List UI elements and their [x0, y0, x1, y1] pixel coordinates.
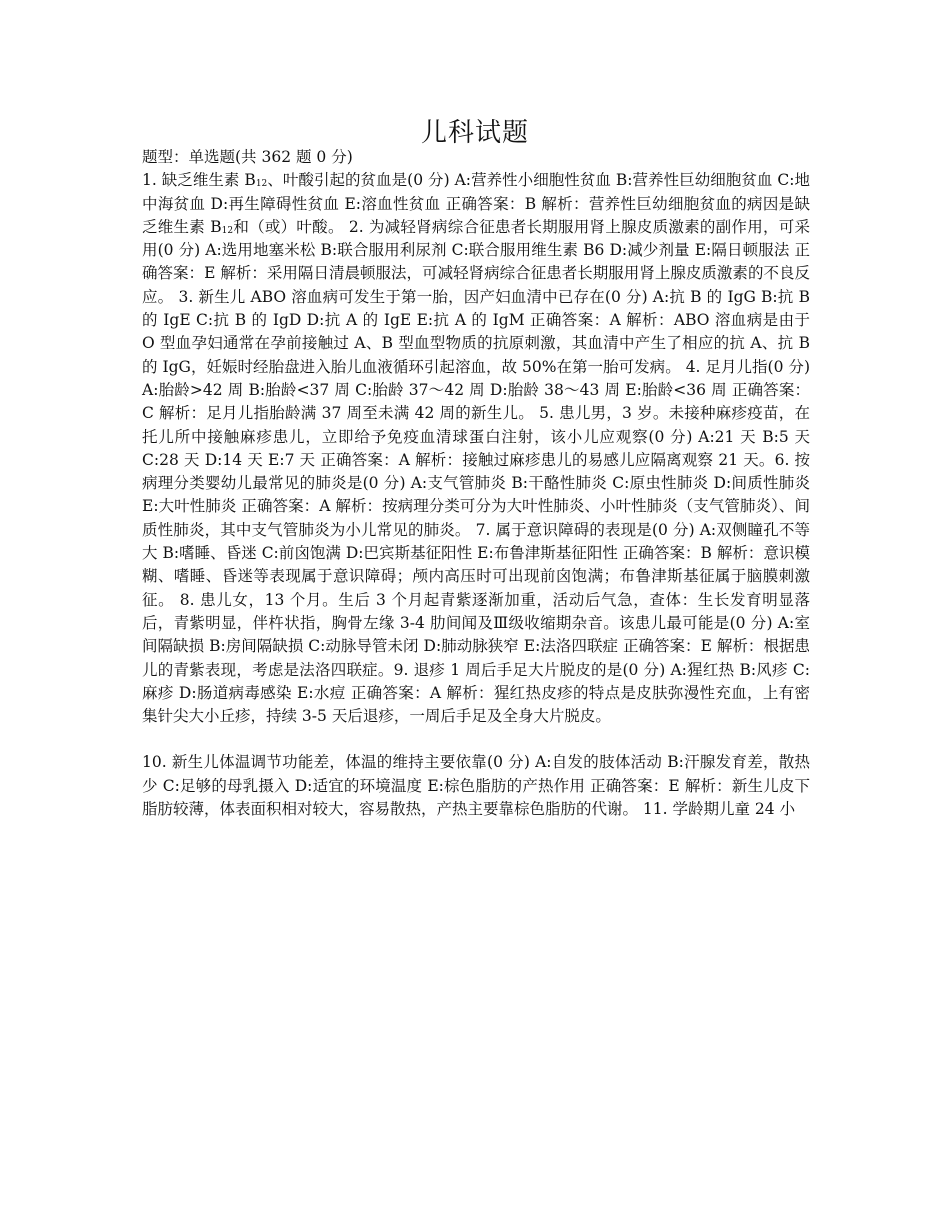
text-run: 1. 缺乏维生素 B — [142, 171, 256, 190]
questions-paragraph-2: 10. 新生儿体温调节功能差，体温的维持主要依靠(0 分) A:自发的肢体活动 B:汗腺发育差，散热少 C:足够的母乳摄入 D:适宜的环境温度 E:棕色脂肪的产热作用 正确答案：E 解析：新生儿皮下脂肪较薄，体表面积相对较大，容易散热，产热主要靠棕色脂肪的代谢。 11. 学龄期儿童 24 小 — [142, 753, 810, 819]
subscript: 12 — [221, 225, 234, 236]
questions-paragraph-1 — [142, 169, 810, 728]
document-body — [142, 146, 810, 821]
text-run: 和（或）叶酸。 2. 为减轻肾病综合征患者长期服用肾上腺皮质激素的副作用，可采用(0 分) A:选用地塞米松 B:联合服用利尿剂 C:联合服用维生素 B6 D:减少剂量 E:隔日顿服法 正确答案：E 解析：采用隔日清晨顿服法，可减轻肾病综合征患者长期服用肾上腺皮质激素的不良反应。 3. 新生儿 ABO 溶血病可发生于第一胎，因产妇血清中已存在(0 分) A:抗 B 的 IgG B:抗 B 的 IgE C:抗 B 的 IgD D:抗 A 的 IgE E:抗 A 的 IgM 正确答案：A 解析：ABO 溶血病是由于 O 型血孕妇通常在孕前接触过 A、B 型血型物质的抗原刺激，其血清中产生了相应的抗 A、抗 B 的 IgG，妊娠时经胎盘进入胎儿血液循环引起溶血，故 50%在第一胎可发病。 4. 足月儿指(0 分) A:胎龄>42 周 B:胎龄<37 周 C:胎龄 37～42 周 D:胎龄 38～43 周 E:胎龄<36 周 正确答案：C 解析：足月儿指胎龄满 37 周至未满 42 周的新生儿。 5. 患儿男，3 岁。未接种麻疹疫苗，在托儿所中接触麻疹患儿，立即给予免疫血清球蛋白注射，该小儿应观察(0 分) A:21 天 B:5 天 C:28 天 D:14 天 E:7 天 正确答案：A 解析：接触过麻疹患儿的易感儿应隔离观察 21 天。6. 按病理分类婴幼儿最常见的肺炎是(0 分) A:支气管肺炎 B:干酪性肺炎 C:原虫性肺炎 D:间质性肺炎 E:大叶性肺炎 正确答案：A 解析：按病理分类可分为大叶性肺炎、小叶性肺炎（支气管肺炎）、间质性肺炎，其中支气管肺炎为小儿常见的肺炎。 7. 属于意识障碍的表现是(0 分) A:双侧瞳孔不等大 B:嗜睡、昏迷 C:前囟饱满 D:巴宾斯基征阳性 E:布鲁津斯基征阳性 正确答案：B 解析：意识模糊、嗜睡、昏迷等表现属于意识障碍；颅内高压时可出现前囟饱满；布鲁津斯基征属于脑膜刺激征。 8. 患儿女，13 个月。生后 3 个月起青紫逐渐加重，活动后气急，查体：生长发育明显落后，青紫明显，伴杵状指，胸骨左缘 3-4 肋间闻及Ⅲ级收缩期杂音。该患儿最可能是(0 分) A:室间隔缺损 B:房间隔缺损 C:动脉导管未闭 D:肺动脉狭窄 E:法洛四联症 正确答案：E 解析：根据患儿的青紫表现，考虑是法洛四联症。9. 退疹 1 周后手足大片脱皮的是(0 分) A:猩红热 B:风疹 C:麻疹 D:肠道病毒感染 E:水痘 正确答案：A 解析：猩红热皮疹的特点是皮肤弥漫性充血，上有密集针尖大小丘疹，持续 3-5 天后退疹，一周后手足及全身大片脱皮。 — [142, 217, 810, 726]
subscript: 12 — [255, 179, 268, 190]
document-title: 儿科试题 — [420, 118, 529, 148]
question-type-line: 题型：单选题(共 362 题 0 分) — [142, 148, 353, 166]
text-run: 、叶酸引起的贫血是(0 分) A:营养性小细胞性贫血 B:营养性巨幼细胞贫血 C:地中海贫血 D:再生障碍性贫血 E:溶血性贫血 正确答案：B 解析：营养性巨幼细胞贫血的病因是缺乏维生素 B — [142, 171, 810, 236]
paragraph-gap — [142, 728, 810, 751]
